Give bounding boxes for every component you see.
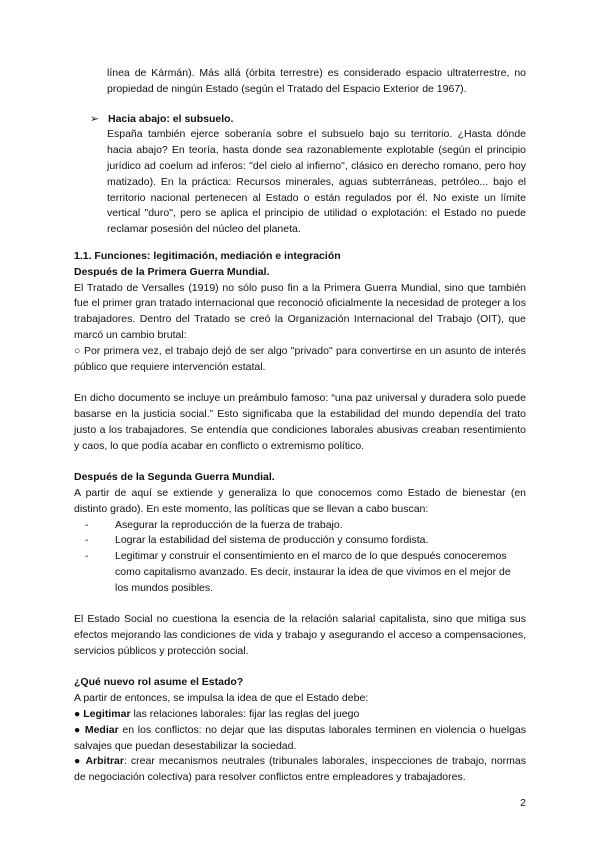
paragraph-estado-social: El Estado Social no cuestiona la esencia de la relación salarial capitalista, sino que mitiga sus efectos mejorando las condiciones de vida y trabajo y asegurando el acceso a compensaciones, servicios públicos y protección social. [74, 613, 526, 657]
paragraph-versalles: El Tratado de Versalles (1919) no sólo puso fin a la Primera Guerra Mundial, sino que también fue el primer gran tratado internacional que reconoció oficialmente la necesidad de proteger a los trabajadores. Dentro del Tratado se creó la Organización Internacional del Trabajo (OIT), que marcó un cambio brutal: [74, 281, 526, 341]
list-item-text: Legitimar y construir el consentimiento en el marco de lo que después conoceremos como capitalismo avanzado. Es decir, instaurar la idea de que vivimos en el mejor de los mundos posibles. [115, 550, 511, 594]
page-number: 2 [520, 797, 526, 809]
dash-bullet: - [85, 534, 89, 547]
intro-continuation: línea de Kármán). Más allá (órbita terrestre) es considerado espacio ultraterrestre, no propiedad de ningún Estado (según el Tratado del Espacio Exterior de 1967). [107, 67, 526, 95]
policy-list [74, 518, 526, 597]
role-desc: : crear mecanismos neutrales (tribunales laborales, inspecciones de trabajo, normas de negociación colectiva) para resolver conflictos entre empleadores y trabajadores. [74, 755, 526, 784]
paragraph-impulso: A partir de entonces, se impulsa la idea de que el Estado debe: [74, 692, 369, 705]
section-title: 1.1. Funciones: legitimación, mediación e integración [74, 249, 341, 262]
dot-bullet-icon: ● [74, 755, 82, 768]
paragraph-preambulo: En dicho documento se incluye un preámbulo famoso: “una paz universal y duradera solo puede basarse en la justicia social.” Esto significaba que la estabilidad del mundo dependía del trato justo a los trabajadores. Se entendía que condiciones laborales abusivas creaban resentimiento y caos, lo que podía acabar en conflicto o extremismo político. [74, 392, 526, 452]
list-item [74, 533, 526, 549]
dash-bullet: - [85, 550, 89, 563]
arrow-bullet-icon: ➢ [90, 112, 99, 125]
paragraph-oit-circle: ○ Por primera vez, el trabajo dejó de ser algo "privado" para convertirse en un asunto de interés público que requiere intervención estatal. [74, 344, 526, 373]
document-page [74, 66, 526, 786]
role-desc: en los conflictos: no dejar que las disputas laborales terminen en violencia o huelgas salvajes que puedan desestabilizar la sociedad. [74, 723, 527, 752]
dot-bullet-icon: ● [74, 708, 81, 721]
role-term: Mediar [84, 723, 119, 736]
subsuelo-header [74, 112, 526, 128]
role-item [74, 707, 526, 723]
paragraph-estado-bienestar: A partir de aquí se extiende y generaliza lo que conocemos como Estado de bienestar (en distinto grado). En este momento, las políticas que se llevan a cabo buscan: [74, 486, 526, 515]
role-item [74, 754, 526, 786]
role-item [74, 723, 526, 755]
role-term: Legitimar [83, 708, 131, 721]
list-item [74, 549, 526, 596]
subtitle-segunda-guerra: Después de la Segunda Guerra Mundial. [74, 471, 275, 484]
dash-bullet: - [85, 518, 89, 531]
role-desc: las relaciones laborales: fijar las reglas del juego [130, 708, 360, 721]
role-term: Arbitrar [85, 755, 124, 768]
list-item [74, 518, 526, 534]
subsuelo-heading: Hacia abajo: el subsuelo. [108, 112, 234, 125]
subtitle-nuevo-rol: ¿Qué nuevo rol asume el Estado? [74, 676, 244, 689]
list-item-text: Asegurar la reproducción de la fuerza de trabajo. [115, 518, 343, 531]
dot-bullet-icon: ● [74, 723, 82, 736]
subtitle-primera-guerra: Después de la Primera Guerra Mundial. [74, 265, 270, 278]
subsuelo-body: España también ejerce soberanía sobre el subsuelo bajo su territorio. ¿Hasta dónde hacia abajo? En teoría, hasta donde sea razonablemente explotable (según el principio jurídico ad coelum ad inferos: "del cielo al infierno", clásico en derecho romano, pero hoy matizado). En la práctica: Recursos minerales, aguas subterráneas, petróleo... bajo el territorio nacional pertenecen al Estado o están regulados por él. No existe un límite vertical "duro", pero se aplica el principio de utilidad o explotación: el Estado no puede reclamar posesión del núcleo del planeta. [107, 128, 526, 236]
list-item-text: Lograr la estabilidad del sistema de producción y consumo fordista. [115, 534, 429, 547]
